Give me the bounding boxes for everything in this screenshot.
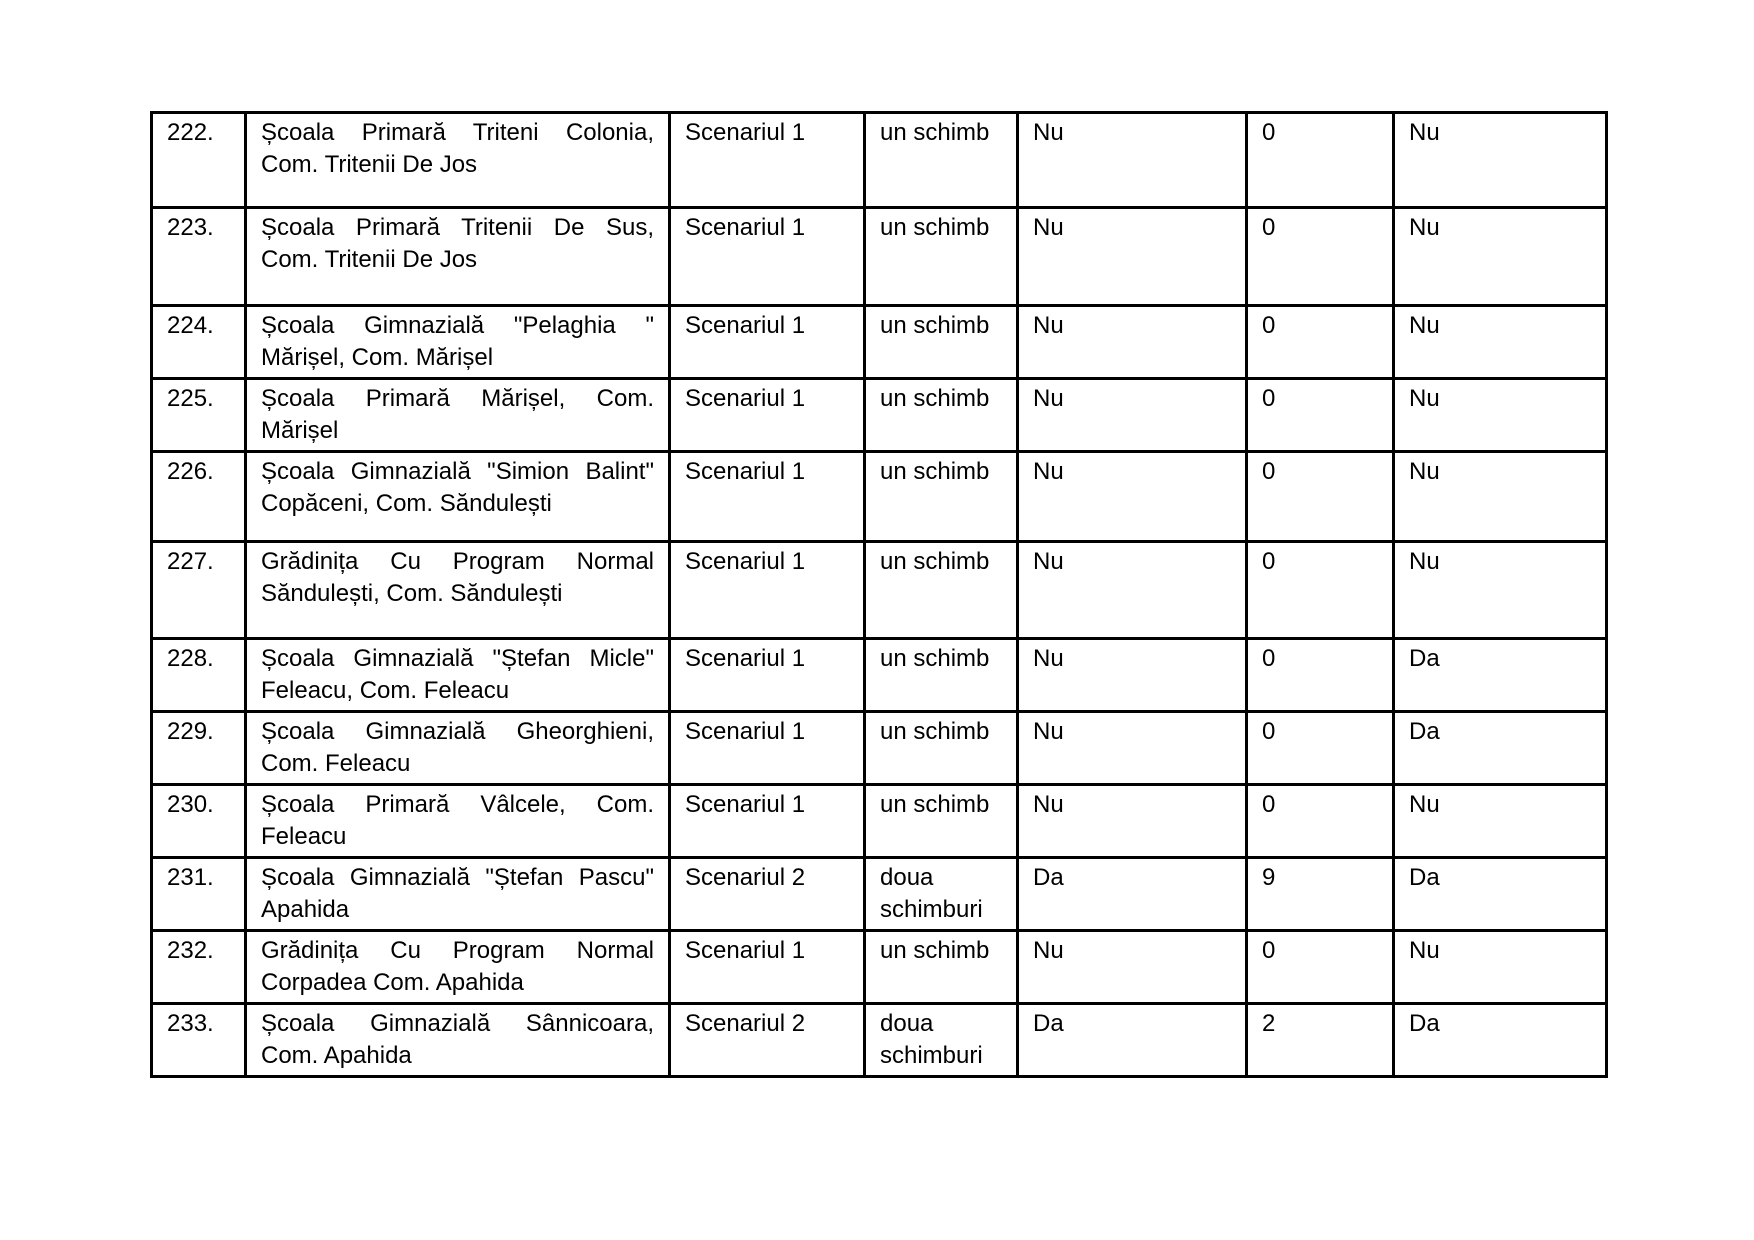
count-value: 0 (1247, 113, 1394, 208)
flag-a: Nu (1018, 113, 1247, 208)
school-name: Școala Primară Tritenii De Sus, Com. Tritenii De Jos (246, 208, 670, 306)
school-name: Școala Gimnazială "Pelaghia " Mărișel, Com. Mărișel (246, 306, 670, 379)
flag-b: Nu (1394, 306, 1607, 379)
table-row (152, 306, 1607, 379)
row-number: 225. (152, 379, 246, 452)
school-name: Școala Gimnazială "Simion Balint" Copăceni, Com. Săndulești (246, 452, 670, 542)
flag-b: Nu (1394, 208, 1607, 306)
scenario: Scenariul 1 (670, 113, 865, 208)
shifts: un schimb (865, 542, 1018, 639)
shifts: un schimb (865, 712, 1018, 785)
count-value: 0 (1247, 452, 1394, 542)
table-row (152, 113, 1607, 208)
shifts: doua schimburi (865, 1004, 1018, 1077)
row-number: 229. (152, 712, 246, 785)
scenario: Scenariul 1 (670, 785, 865, 858)
table-row (152, 452, 1607, 542)
school-name: Școala Primară Triteni Colonia, Com. Tritenii De Jos (246, 113, 670, 208)
flag-b: Da (1394, 1004, 1607, 1077)
shifts: un schimb (865, 208, 1018, 306)
flag-b: Nu (1394, 931, 1607, 1004)
table-row (152, 542, 1607, 639)
count-value: 0 (1247, 639, 1394, 712)
scenario: Scenariul 1 (670, 639, 865, 712)
flag-a: Nu (1018, 379, 1247, 452)
row-number: 228. (152, 639, 246, 712)
count-value: 2 (1247, 1004, 1394, 1077)
count-value: 0 (1247, 542, 1394, 639)
shifts: un schimb (865, 379, 1018, 452)
count-value: 0 (1247, 208, 1394, 306)
flag-a: Nu (1018, 452, 1247, 542)
row-number: 230. (152, 785, 246, 858)
flag-a: Nu (1018, 542, 1247, 639)
shifts: un schimb (865, 452, 1018, 542)
flag-b: Da (1394, 639, 1607, 712)
scenario: Scenariul 1 (670, 306, 865, 379)
flag-b: Da (1394, 712, 1607, 785)
table-row (152, 208, 1607, 306)
school-name: Școala Primară Vâlcele, Com. Feleacu (246, 785, 670, 858)
flag-b: Nu (1394, 113, 1607, 208)
shifts: un schimb (865, 306, 1018, 379)
flag-a: Nu (1018, 208, 1247, 306)
school-name: Grădinița Cu Program Normal Săndulești, Com. Săndulești (246, 542, 670, 639)
row-number: 227. (152, 542, 246, 639)
shifts: doua schimburi (865, 858, 1018, 931)
flag-a: Nu (1018, 639, 1247, 712)
flag-a: Nu (1018, 931, 1247, 1004)
table-row (152, 931, 1607, 1004)
row-number: 232. (152, 931, 246, 1004)
flag-a: Nu (1018, 712, 1247, 785)
shifts: un schimb (865, 113, 1018, 208)
scenario: Scenariul 2 (670, 858, 865, 931)
scenario: Scenariul 1 (670, 452, 865, 542)
scenario: Scenariul 1 (670, 712, 865, 785)
table-row (152, 1004, 1607, 1077)
scenario: Scenariul 1 (670, 931, 865, 1004)
row-number: 223. (152, 208, 246, 306)
shifts: un schimb (865, 931, 1018, 1004)
count-value: 0 (1247, 306, 1394, 379)
row-number: 226. (152, 452, 246, 542)
scenario: Scenariul 2 (670, 1004, 865, 1077)
schools-table (150, 111, 1608, 1078)
table-row (152, 858, 1607, 931)
shifts: un schimb (865, 639, 1018, 712)
row-number: 233. (152, 1004, 246, 1077)
table-row (152, 379, 1607, 452)
table-row (152, 712, 1607, 785)
school-name: Școala Gimnazială "Ștefan Pascu" Apahida (246, 858, 670, 931)
flag-a: Da (1018, 858, 1247, 931)
count-value: 0 (1247, 931, 1394, 1004)
flag-a: Nu (1018, 785, 1247, 858)
flag-b: Nu (1394, 452, 1607, 542)
count-value: 0 (1247, 785, 1394, 858)
flag-b: Da (1394, 858, 1607, 931)
row-number: 222. (152, 113, 246, 208)
flag-a: Nu (1018, 306, 1247, 379)
shifts: un schimb (865, 785, 1018, 858)
table-row (152, 785, 1607, 858)
count-value: 9 (1247, 858, 1394, 931)
school-name: Grădinița Cu Program Normal Corpadea Com. Apahida (246, 931, 670, 1004)
count-value: 0 (1247, 712, 1394, 785)
row-number: 224. (152, 306, 246, 379)
count-value: 0 (1247, 379, 1394, 452)
scenario: Scenariul 1 (670, 542, 865, 639)
school-name: Școala Primară Mărișel, Com. Mărișel (246, 379, 670, 452)
table-row (152, 639, 1607, 712)
school-name: Școala Gimnazială Sânnicoara, Com. Apahida (246, 1004, 670, 1077)
school-name: Școala Gimnazială "Ștefan Micle" Feleacu, Com. Feleacu (246, 639, 670, 712)
school-name: Școala Gimnazială Gheorghieni, Com. Feleacu (246, 712, 670, 785)
flag-b: Nu (1394, 379, 1607, 452)
flag-b: Nu (1394, 785, 1607, 858)
scenario: Scenariul 1 (670, 208, 865, 306)
flag-a: Da (1018, 1004, 1247, 1077)
flag-b: Nu (1394, 542, 1607, 639)
row-number: 231. (152, 858, 246, 931)
scenario: Scenariul 1 (670, 379, 865, 452)
